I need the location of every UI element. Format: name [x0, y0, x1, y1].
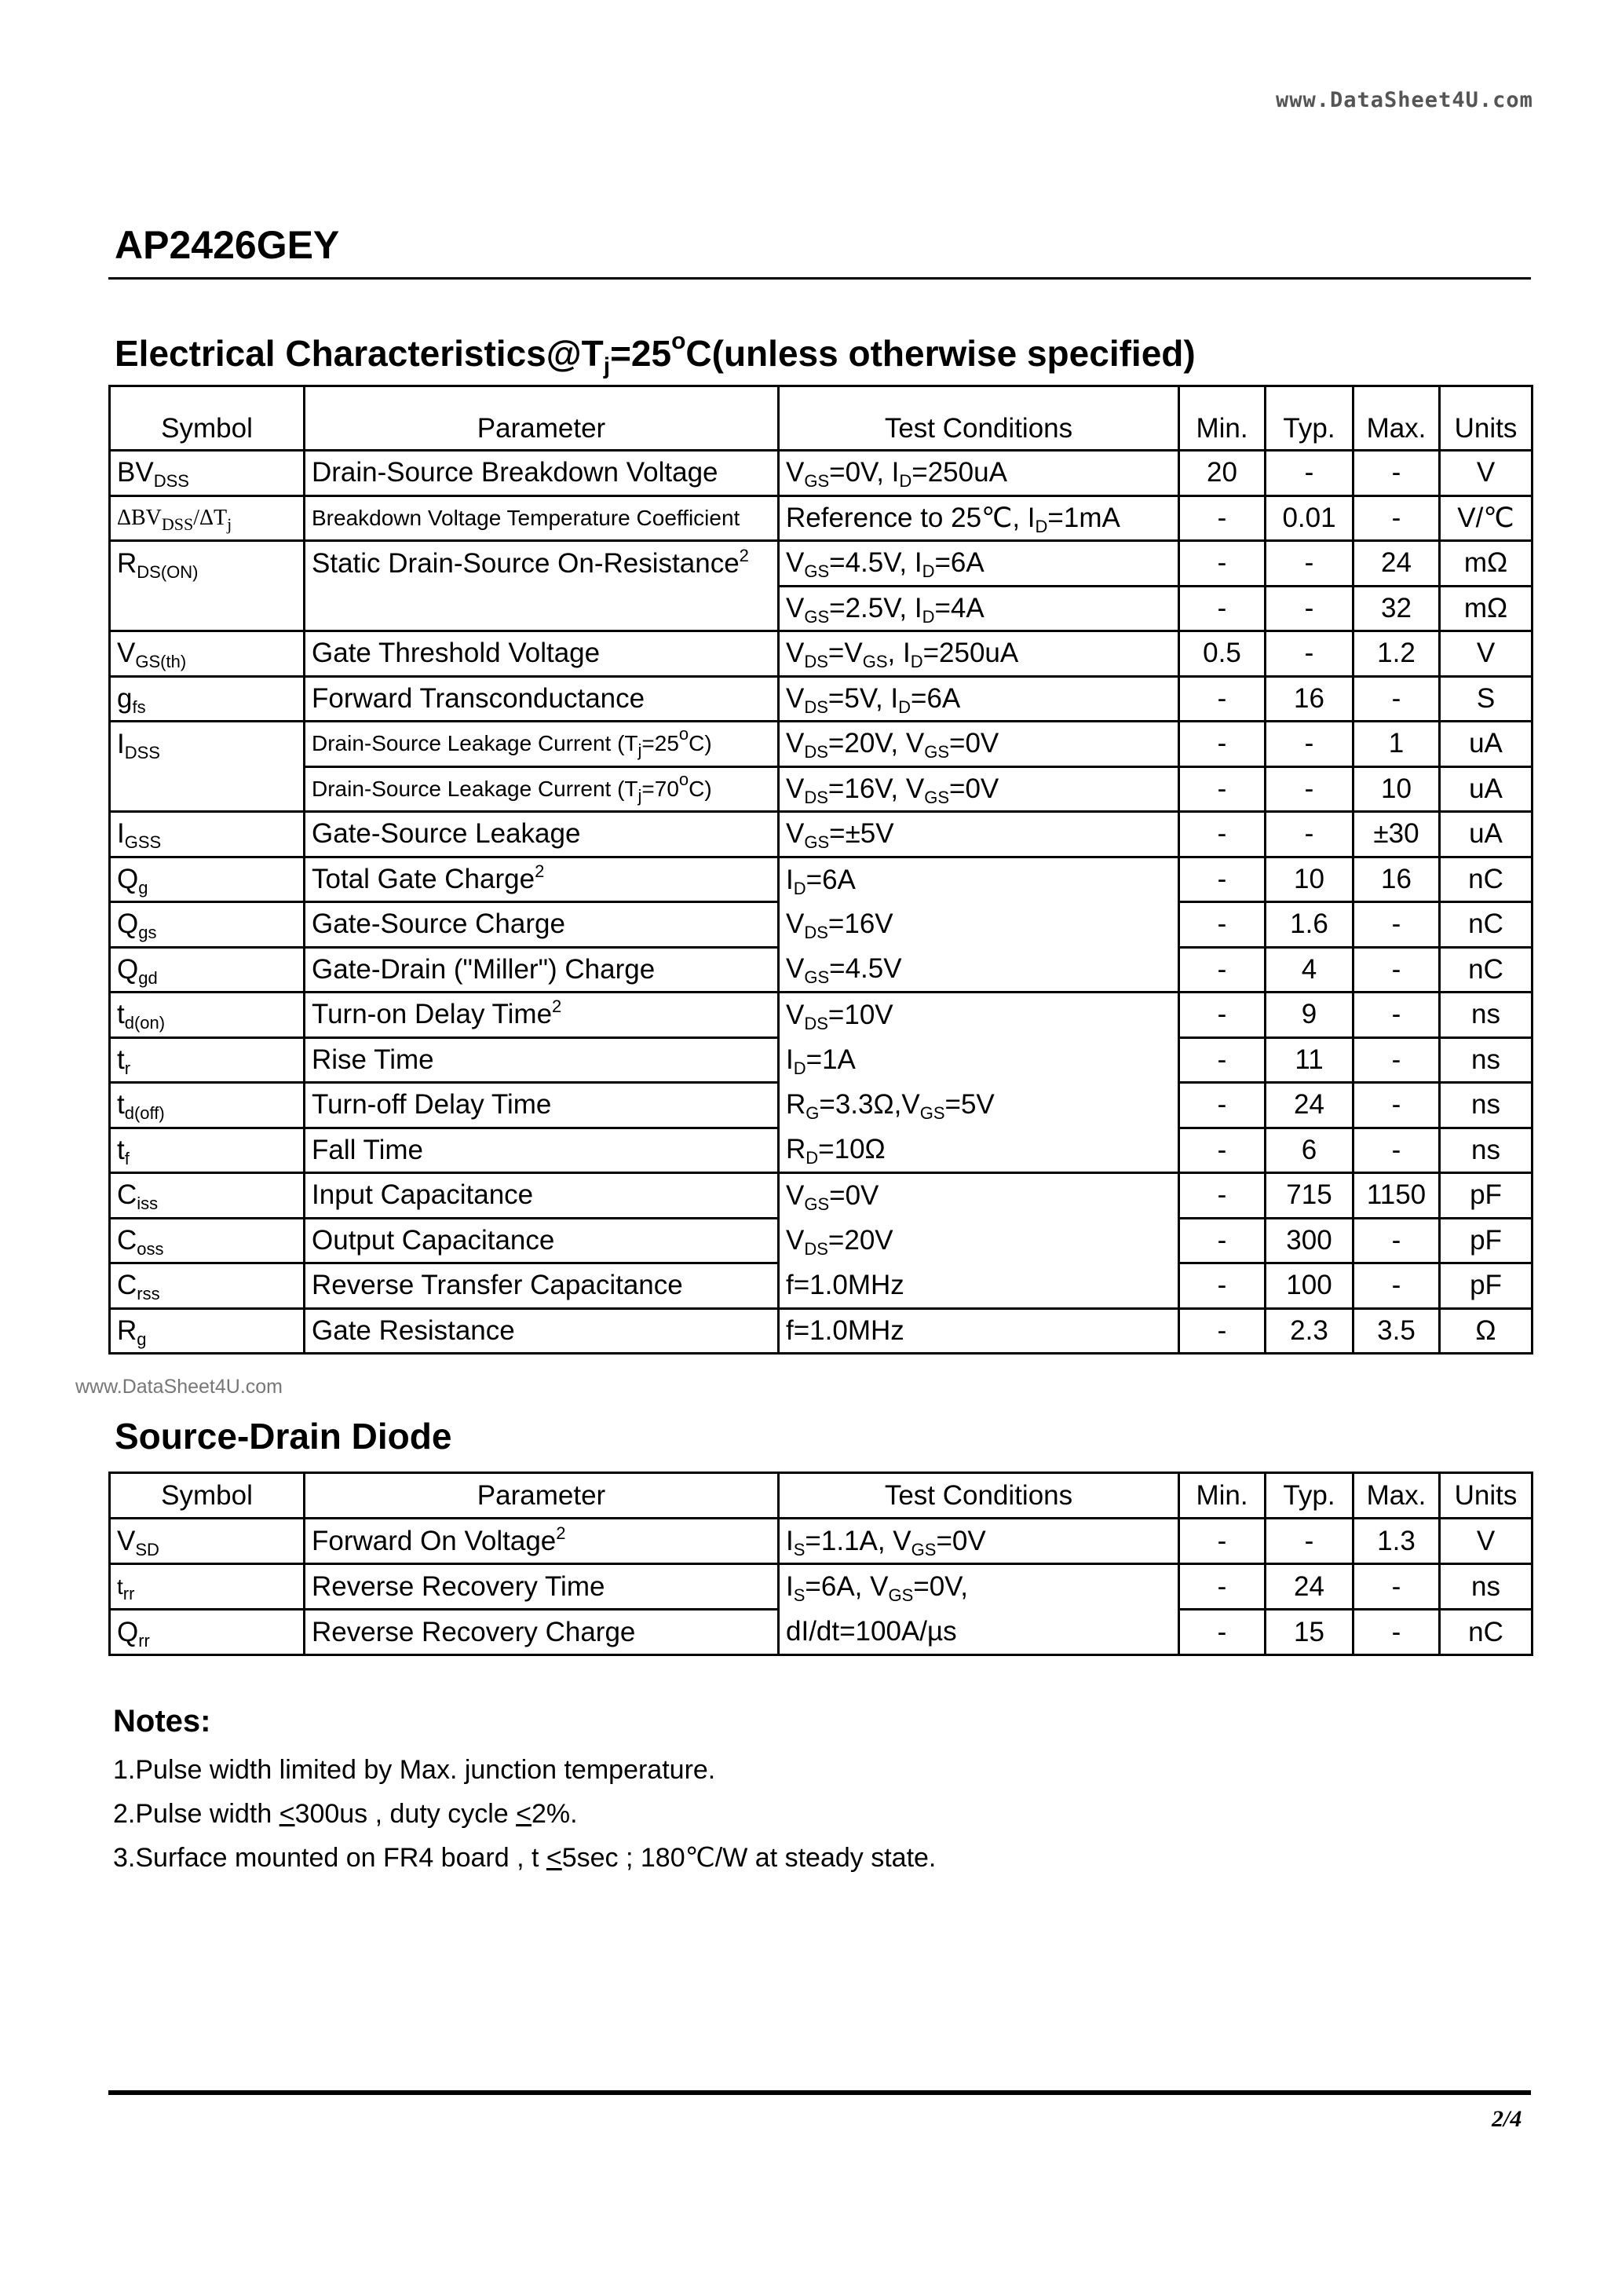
max-cell: -: [1353, 676, 1440, 722]
symbol-cell: $C_{iss}$: [110, 1173, 305, 1219]
typ-cell: -: [1266, 812, 1353, 857]
table-row: [110, 495, 1532, 541]
max-cell: 1.2: [1353, 631, 1440, 677]
conditions-cell: $I_D=1A$: [779, 1037, 1179, 1083]
table-row: [110, 766, 1532, 812]
typ-cell: 4: [1266, 947, 1353, 993]
unit-cell: ns: [1440, 993, 1532, 1038]
unit-cell: ns: [1440, 1564, 1532, 1610]
table-row: [110, 1128, 1532, 1173]
unit-cell: Ω: [1440, 1308, 1532, 1354]
header-cell: Max.: [1353, 386, 1440, 451]
min-cell: -: [1179, 541, 1266, 587]
electrical-characteristics-title: [115, 328, 1196, 379]
source-drain-diode-table: [108, 1472, 1533, 1656]
symbol-cell: $t_{d(on)}$: [110, 993, 305, 1038]
max-cell: 16: [1353, 857, 1440, 902]
parameter-cell: Drain-Source Breakdown Voltage: [305, 451, 779, 496]
table-row: [110, 993, 1532, 1038]
min-cell: -: [1179, 1083, 1266, 1128]
parameter-cell: Turn-off Delay Time: [305, 1083, 779, 1128]
header-cell: Symbol: [110, 386, 305, 451]
symbol-cell: $R_{DS(ON)}$: [110, 541, 305, 587]
header-cell: Min.: [1179, 1473, 1266, 1519]
max-cell: 3.5: [1353, 1308, 1440, 1354]
table-row: [110, 1564, 1532, 1610]
typ-cell: 9: [1266, 993, 1353, 1038]
typ-cell: -: [1266, 631, 1353, 677]
title-mid: =25: [610, 333, 672, 374]
symbol-cell: [110, 586, 305, 631]
max-cell: 1.3: [1353, 1519, 1440, 1564]
parameter-cell: Forward Transconductance: [305, 676, 779, 722]
typ-cell: -: [1266, 722, 1353, 767]
max-cell: -: [1353, 1128, 1440, 1173]
unit-cell: nC: [1440, 857, 1532, 902]
unit-cell: nC: [1440, 947, 1532, 993]
parameter-cell: Fall Time: [305, 1128, 779, 1173]
conditions-cell: $V_{DS}=5V$, $I_D=6A$: [779, 676, 1179, 722]
max-cell: ±30: [1353, 812, 1440, 857]
table-row: [110, 947, 1532, 993]
conditions-cell: Reference to 25℃, $I_D=1mA$: [779, 495, 1179, 541]
header-cell: Max.: [1353, 1473, 1440, 1519]
symbol-cell: $t_f$: [110, 1128, 305, 1173]
symbol-cell: $Q_g$: [110, 857, 305, 902]
unit-cell: pF: [1440, 1173, 1532, 1219]
max-cell: 1150: [1353, 1173, 1440, 1219]
min-cell: -: [1179, 902, 1266, 948]
typ-cell: 300: [1266, 1218, 1353, 1263]
header-cell: Min.: [1179, 386, 1266, 451]
max-cell: -: [1353, 993, 1440, 1038]
conditions-cell: $V_{DS}=16V$: [779, 902, 1179, 948]
note-item: 2.Pulse width <300us , duty cycle <2%.: [113, 1799, 578, 1829]
header-cell: Symbol: [110, 1473, 305, 1519]
title-sup: o: [671, 328, 686, 354]
conditions-cell: $V_{DS}=20V$: [779, 1218, 1179, 1263]
typ-cell: 715: [1266, 1173, 1353, 1219]
min-cell: -: [1179, 1263, 1266, 1309]
header-cell: Typ.: [1266, 1473, 1353, 1519]
min-cell: -: [1179, 993, 1266, 1038]
min-cell: -: [1179, 1037, 1266, 1083]
typ-cell: 15: [1266, 1610, 1353, 1655]
max-cell: -: [1353, 1263, 1440, 1309]
title-suffix: C(unless otherwise specified): [685, 333, 1196, 374]
symbol-cell: $Q_{gd}$: [110, 947, 305, 993]
typ-cell: 10: [1266, 857, 1353, 902]
header-row: [110, 1473, 1532, 1519]
symbol-cell: [110, 766, 305, 812]
symbol-cell: $t_r$: [110, 1037, 305, 1083]
unit-cell: S: [1440, 676, 1532, 722]
note-item: 3.Surface mounted on FR4 board , t <5sec ; 180℃/W at steady state.: [113, 1843, 937, 1873]
title-rule: [108, 277, 1531, 280]
min-cell: -: [1179, 676, 1266, 722]
parameter-cell: [305, 586, 779, 631]
symbol-cell: $\Delta BV_{DSS}/\Delta T_j$: [110, 495, 305, 541]
typ-cell: 16: [1266, 676, 1353, 722]
max-cell: 24: [1353, 541, 1440, 587]
parameter-cell: Reverse Recovery Charge: [305, 1610, 779, 1655]
symbol-cell: $t_{rr}$: [110, 1564, 305, 1610]
unit-cell: V: [1440, 631, 1532, 677]
conditions-cell: dI/dt=100A/µs: [779, 1610, 1179, 1655]
conditions-cell: $I_D=6A$: [779, 857, 1179, 902]
conditions-cell: $V_{GS}=0V$: [779, 1173, 1179, 1219]
table-row: [110, 1218, 1532, 1263]
unit-cell: mΩ: [1440, 586, 1532, 631]
header-row: [110, 386, 1532, 451]
min-cell: -: [1179, 857, 1266, 902]
parameter-cell: Static Drain-Source On-Resistance$^2$: [305, 541, 779, 587]
parameter-cell: Gate Resistance: [305, 1308, 779, 1354]
unit-cell: mΩ: [1440, 541, 1532, 587]
header-cell: Units: [1440, 1473, 1532, 1519]
table-row: [110, 451, 1532, 496]
conditions-cell: $I_S=1.1A$, $V_{GS}=0V$: [779, 1519, 1179, 1564]
unit-cell: pF: [1440, 1218, 1532, 1263]
conditions-cell: $R_D=10\Omega$: [779, 1128, 1179, 1173]
min-cell: -: [1179, 586, 1266, 631]
part-number: AP2426GEY: [115, 223, 340, 267]
conditions-cell: $V_{GS}=\pm 5V$: [779, 812, 1179, 857]
electrical-characteristics-table: [108, 385, 1533, 1355]
symbol-cell: $BV_{DSS}$: [110, 451, 305, 496]
unit-cell: ns: [1440, 1083, 1532, 1128]
symbol-cell: $R_g$: [110, 1308, 305, 1354]
symbol-cell: $I_{GSS}$: [110, 812, 305, 857]
unit-cell: V/℃: [1440, 495, 1532, 541]
header-cell: Parameter: [305, 1473, 779, 1519]
unit-cell: nC: [1440, 902, 1532, 948]
symbol-cell: $V_{GS(th)}$: [110, 631, 305, 677]
table-row: [110, 631, 1532, 677]
table-row: [110, 676, 1532, 722]
parameter-cell: Input Capacitance: [305, 1173, 779, 1219]
min-cell: -: [1179, 1564, 1266, 1610]
table-row: [110, 902, 1532, 948]
conditions-cell: $V_{DS}=V_{GS}$, $I_D=250uA$: [779, 631, 1179, 677]
max-cell: -: [1353, 495, 1440, 541]
symbol-cell: $C_{oss}$: [110, 1218, 305, 1263]
table-row: [110, 586, 1532, 631]
min-cell: -: [1179, 1308, 1266, 1354]
max-cell: -: [1353, 1037, 1440, 1083]
parameter-cell: Gate-Drain ("Miller") Charge: [305, 947, 779, 993]
typ-cell: 100: [1266, 1263, 1353, 1309]
table-row: [110, 1037, 1532, 1083]
typ-cell: 24: [1266, 1564, 1353, 1610]
footer-rule: [108, 2090, 1531, 2095]
min-cell: 20: [1179, 451, 1266, 496]
typ-cell: 24: [1266, 1083, 1353, 1128]
table-row: [110, 1519, 1532, 1564]
header-cell: Units: [1440, 386, 1532, 451]
symbol-cell: $g_{fs}$: [110, 676, 305, 722]
typ-cell: -: [1266, 451, 1353, 496]
conditions-cell: $I_S=6A$, $V_{GS}=0V$,: [779, 1564, 1179, 1610]
table-row: [110, 1083, 1532, 1128]
unit-cell: V: [1440, 1519, 1532, 1564]
parameter-cell: Output Capacitance: [305, 1218, 779, 1263]
parameter-cell: Gate-Source Leakage: [305, 812, 779, 857]
parameter-cell: Total Gate Charge$^2$: [305, 857, 779, 902]
table-row: [110, 1173, 1532, 1219]
table-row: [110, 722, 1532, 767]
conditions-cell: $V_{GS}=2.5V$, $I_D=4A$: [779, 586, 1179, 631]
parameter-cell: Turn-on Delay Time$^2$: [305, 993, 779, 1038]
max-cell: -: [1353, 1083, 1440, 1128]
note-item: 1.Pulse width limited by Max. junction temperature.: [113, 1755, 716, 1785]
symbol-cell: $Q_{rr}$: [110, 1610, 305, 1655]
typ-cell: 11: [1266, 1037, 1353, 1083]
unit-cell: ns: [1440, 1128, 1532, 1173]
unit-cell: uA: [1440, 766, 1532, 812]
conditions-cell: $V_{DS}=10V$: [779, 993, 1179, 1038]
min-cell: -: [1179, 722, 1266, 767]
min-cell: -: [1179, 812, 1266, 857]
table-row: [110, 812, 1532, 857]
title-sub: j: [603, 353, 611, 379]
min-cell: -: [1179, 495, 1266, 541]
table-row: [110, 541, 1532, 587]
min-cell: -: [1179, 766, 1266, 812]
symbol-cell: $t_{d(off)}$: [110, 1083, 305, 1128]
conditions-cell: $V_{DS}=16V$, $V_{GS}=0V$: [779, 766, 1179, 812]
table-row: [110, 1308, 1532, 1354]
page-number: 2/4: [1492, 2106, 1522, 2132]
parameter-cell: Breakdown Voltage Temperature Coefficient: [305, 495, 779, 541]
source-drain-diode-title: Source-Drain Diode: [115, 1416, 452, 1457]
parameter-cell: Reverse Recovery Time: [305, 1564, 779, 1610]
symbol-cell: $V_{SD}$: [110, 1519, 305, 1564]
max-cell: -: [1353, 1218, 1440, 1263]
table-row: [110, 857, 1532, 902]
typ-cell: 2.3: [1266, 1308, 1353, 1354]
max-cell: -: [1353, 451, 1440, 496]
max-cell: -: [1353, 902, 1440, 948]
conditions-cell: $R_G=3.3\Omega,V_{GS}=5V$: [779, 1083, 1179, 1128]
max-cell: -: [1353, 1564, 1440, 1610]
min-cell: 0.5: [1179, 631, 1266, 677]
symbol-cell: $I_{DSS}$: [110, 722, 305, 767]
parameter-cell: Gate-Source Charge: [305, 902, 779, 948]
max-cell: -: [1353, 1610, 1440, 1655]
unit-cell: uA: [1440, 722, 1532, 767]
table-row: [110, 1263, 1532, 1309]
title-prefix: Electrical Characteristics@T: [115, 333, 604, 374]
table-row: [110, 1610, 1532, 1655]
header-cell: Typ.: [1266, 386, 1353, 451]
parameter-cell: Drain-Source Leakage Current $(T_j=70^oC)$: [305, 766, 779, 812]
conditions-cell: $V_{GS}=4.5V$, $I_D=6A$: [779, 541, 1179, 587]
conditions-cell: $V_{DS}=20V$, $V_{GS}=0V$: [779, 722, 1179, 767]
max-cell: 32: [1353, 586, 1440, 631]
parameter-cell: Rise Time: [305, 1037, 779, 1083]
max-cell: -: [1353, 947, 1440, 993]
parameter-cell: Forward On Voltage$^2$: [305, 1519, 779, 1564]
unit-cell: nC: [1440, 1610, 1532, 1655]
typ-cell: -: [1266, 1519, 1353, 1564]
min-cell: -: [1179, 1519, 1266, 1564]
unit-cell: V: [1440, 451, 1532, 496]
typ-cell: 6: [1266, 1128, 1353, 1173]
conditions-cell: f=1.0MHz: [779, 1308, 1179, 1354]
conditions-cell: $V_{GS}=0V$, $I_D=250uA$: [779, 451, 1179, 496]
parameter-cell: Gate Threshold Voltage: [305, 631, 779, 677]
header-cell: Test Conditions: [779, 386, 1179, 451]
notes-title: Notes:: [113, 1704, 211, 1738]
parameter-cell: Drain-Source Leakage Current $(T_j=25^oC)$: [305, 722, 779, 767]
conditions-cell: f=1.0MHz: [779, 1263, 1179, 1309]
unit-cell: uA: [1440, 812, 1532, 857]
typ-cell: -: [1266, 766, 1353, 812]
symbol-cell: $C_{rss}$: [110, 1263, 305, 1309]
min-cell: -: [1179, 1218, 1266, 1263]
watermark-top: www.DataSheet4U.com: [1276, 88, 1533, 112]
min-cell: -: [1179, 947, 1266, 993]
min-cell: -: [1179, 1128, 1266, 1173]
typ-cell: 1.6: [1266, 902, 1353, 948]
typ-cell: -: [1266, 541, 1353, 587]
symbol-cell: $Q_{gs}$: [110, 902, 305, 948]
conditions-cell: $V_{GS}=4.5V$: [779, 947, 1179, 993]
parameter-cell: Reverse Transfer Capacitance: [305, 1263, 779, 1309]
typ-cell: 0.01: [1266, 495, 1353, 541]
min-cell: -: [1179, 1610, 1266, 1655]
unit-cell: pF: [1440, 1263, 1532, 1309]
watermark-mid: www.DataSheet4U.com: [75, 1376, 283, 1398]
unit-cell: ns: [1440, 1037, 1532, 1083]
header-cell: Test Conditions: [779, 1473, 1179, 1519]
max-cell: 10: [1353, 766, 1440, 812]
typ-cell: -: [1266, 586, 1353, 631]
max-cell: 1: [1353, 722, 1440, 767]
min-cell: -: [1179, 1173, 1266, 1219]
header-cell: Parameter: [305, 386, 779, 451]
